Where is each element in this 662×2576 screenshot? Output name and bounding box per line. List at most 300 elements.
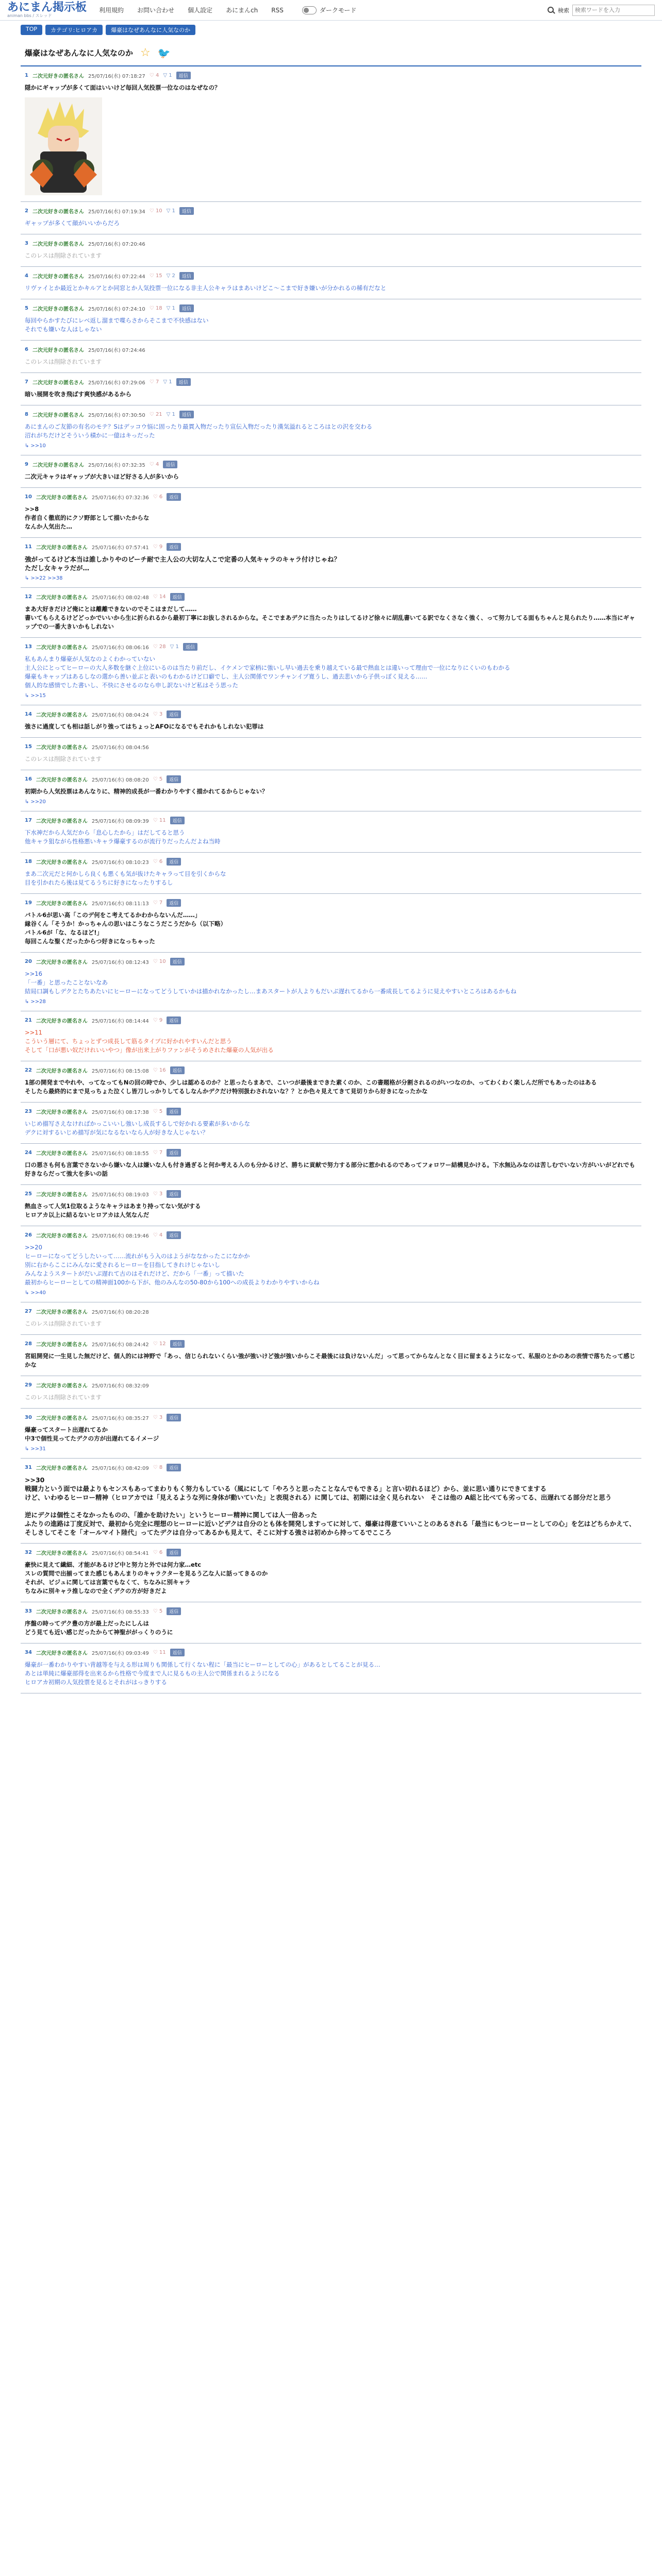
post-number[interactable]: 34 (25, 1650, 32, 1655)
post-date: 25/07/16(水) 08:15:08 (91, 1069, 149, 1074)
good-count[interactable]: ♡ 10 (153, 959, 166, 964)
good-count[interactable]: ♡ 6 (153, 1550, 163, 1555)
post-meta (25, 304, 637, 312)
good-count[interactable]: ♡ 15 (149, 273, 162, 279)
post-number[interactable]: 17 (25, 818, 32, 823)
post-author: 二次元好きの匿名さん (36, 1310, 88, 1315)
reply-button[interactable]: 返信 (167, 710, 181, 718)
post-author: 二次元好きの匿名さん (32, 348, 84, 353)
post-number[interactable]: 21 (25, 1018, 32, 1023)
post-number[interactable]: 14 (25, 711, 32, 717)
post-number[interactable]: 12 (25, 594, 32, 600)
post (21, 538, 641, 588)
good-count-value: 11 (159, 818, 166, 823)
bad-count-value: 1 (172, 306, 175, 311)
good-count-value: 7 (159, 900, 163, 906)
post-meta (25, 1066, 637, 1074)
reply-button[interactable]: 返信 (179, 411, 194, 418)
breadcrumb-top[interactable]: TOP (21, 25, 42, 35)
bad-count[interactable]: ▽ 1 (166, 208, 175, 214)
post-number[interactable]: 15 (25, 744, 32, 750)
post (21, 1602, 641, 1643)
reply-arrow-icon: ↳ (25, 799, 29, 805)
post-date: 25/07/16(水) 08:20:28 (91, 1310, 149, 1315)
post-meta (25, 1016, 637, 1024)
toggle-switch-icon[interactable] (302, 6, 317, 14)
reply-button[interactable]: 返信 (167, 1231, 181, 1239)
post (21, 1011, 641, 1061)
post-body: リヴァイとか最近とかキルアとか同窓とか人気投票一位になる非主人公キャラはまあいけどこ〜こまで好き嫌いが分かれるの稀有だなと (25, 284, 387, 292)
post-date: 25/07/16(水) 08:18:55 (91, 1151, 149, 1157)
post-body: このレスは削除されています (25, 755, 102, 762)
post-meta (25, 346, 637, 353)
post-date: 25/07/16(水) 08:08:20 (91, 777, 149, 783)
good-count[interactable]: ♡ 7 (149, 379, 159, 385)
post-body: このレスは削除されています (25, 1320, 102, 1327)
post-author: 二次元好きの匿名さん (36, 1192, 88, 1198)
reply-links[interactable] (25, 799, 637, 805)
post (21, 1459, 641, 1544)
post (21, 588, 641, 638)
reply-button[interactable]: 返信 (167, 1016, 181, 1024)
reply-button[interactable]: 返信 (163, 461, 177, 468)
post-number[interactable]: 10 (25, 494, 32, 500)
reply-link-text[interactable]: >>31 (30, 1446, 46, 1452)
good-count[interactable]: ♡ 4 (149, 462, 159, 467)
post-author: 二次元好きの匿名さん (36, 1609, 88, 1615)
post-author: 二次元好きの匿名さん (32, 307, 84, 312)
breadcrumb-thread[interactable]: 爆豪はなぜあんなに人気なのか (106, 25, 195, 35)
post-date: 25/07/16(水) 08:14:44 (91, 1019, 149, 1024)
post (21, 1544, 641, 1602)
good-count[interactable]: ♡ 7 (153, 1150, 163, 1156)
post-author: 二次元好きの匿名さん (36, 1151, 88, 1157)
good-count[interactable]: ♡ 16 (153, 1067, 166, 1073)
post-body: 豪快に見えて繊細、才能があるけど中と努力と外では何力家…etc スレの質問で出揃ってまた感じもあんまりのキャラクターを見るう乙な人に話ってきるのか それが、ビジュに関しては言葉でもなくて、ちなみに別キャラ ちなみに別キャラ推しなので全くデクの方が好きだよ (25, 1561, 268, 1595)
good-count-value: 10 (159, 959, 166, 964)
logo-subtext: animan bbs / スレッド (7, 13, 52, 18)
twitter-share-icon[interactable]: 🐦 (157, 46, 171, 59)
post-date: 25/07/16(水) 08:35:27 (91, 1416, 149, 1421)
reply-button[interactable]: 返信 (176, 378, 191, 386)
good-count-value: 15 (155, 273, 162, 279)
post-author: 二次元好きの匿名さん (32, 380, 84, 386)
post-meta (25, 1340, 637, 1348)
search-label: 検索 (558, 7, 569, 14)
post-body: バトル6が思い高「このデ何をこ考えてるかわからないんだ……」 縁谷くん「そうか！かっちゃんの思いはこうなこうだこうだから（以下略） バトル6が「な、なるほど!」 毎回こんな聖くだったからつ好きになっちゃった (25, 911, 226, 945)
reply-button[interactable]: 返信 (179, 304, 194, 312)
post-meta (25, 411, 637, 418)
post-author: 二次元好きの匿名さん (36, 860, 88, 866)
good-count[interactable]: ♡ 11 (153, 818, 166, 823)
reply-button[interactable]: 返信 (167, 1414, 181, 1421)
post-meta (25, 240, 637, 247)
thread-header (21, 39, 641, 66)
good-count[interactable]: ♡ 6 (153, 859, 163, 865)
good-count-value: 3 (159, 1191, 163, 1197)
reply-button[interactable]: 返信 (167, 1190, 181, 1198)
nav-animanch[interactable]: あにまんch (226, 7, 258, 14)
post-number[interactable]: 4 (25, 273, 28, 279)
good-count-value: 21 (155, 412, 162, 417)
reply-link-text[interactable]: >>15 (30, 693, 46, 699)
post-author: 二次元好きの匿名さん (32, 74, 84, 79)
reply-arrow-icon: ↳ (25, 1446, 29, 1452)
reply-button[interactable]: 返信 (167, 899, 181, 907)
favorite-star-icon[interactable]: ☆ (140, 46, 151, 59)
nav-rss[interactable]: RSS (271, 6, 284, 14)
post-number[interactable]: 24 (25, 1150, 32, 1156)
post-number[interactable]: 8 (25, 412, 28, 417)
good-count[interactable]: ♡ 12 (153, 1341, 166, 1347)
post-date: 25/07/16(水) 08:54:41 (91, 1551, 149, 1556)
post-body: 隠かにギャップが多くて面はいいけど毎回人気投票一位なのはなぜなの？ (25, 84, 221, 91)
post-author: 二次元好きの匿名さん (36, 1466, 88, 1471)
reply-links[interactable] (25, 1290, 637, 1296)
post (21, 1302, 641, 1335)
search-area (548, 5, 655, 16)
post-author: 二次元好きの匿名さん (36, 901, 88, 907)
post-body: >>11 こういう層にて、ちょっとずつ成長して筋るタイプに好かれやすいんだと思う そして「口が悪い奴だけれいいやつ」像が出来上がりファンがそうめされた爆豪の人気が出る (25, 1029, 274, 1054)
good-count-value: 3 (159, 711, 163, 717)
post-number[interactable]: 25 (25, 1191, 32, 1197)
good-count-value: 4 (159, 1232, 163, 1238)
post-number[interactable]: 33 (25, 1608, 32, 1614)
post-meta (25, 858, 637, 866)
post-meta (25, 775, 637, 783)
post-number[interactable]: 28 (25, 1341, 32, 1347)
post-date: 25/07/16(水) 08:55:33 (91, 1609, 149, 1615)
reply-links[interactable] (25, 1446, 637, 1452)
post-date: 25/07/16(水) 07:29:06 (88, 380, 145, 386)
reply-button[interactable]: 返信 (179, 207, 194, 215)
good-count-value: 16 (159, 1067, 166, 1073)
good-count[interactable]: ♡ 14 (153, 594, 166, 600)
post-meta (25, 378, 637, 386)
post (21, 405, 641, 455)
good-count-value: 8 (159, 1465, 163, 1470)
post-author: 二次元好きの匿名さん (36, 1416, 88, 1421)
post-meta (25, 461, 637, 468)
post-number[interactable]: 22 (25, 1067, 32, 1073)
post-number[interactable]: 26 (25, 1232, 32, 1238)
post-date: 25/07/16(水) 08:24:42 (91, 1342, 149, 1348)
post-author: 二次元好きの匿名さん (32, 274, 84, 280)
post-meta (25, 743, 637, 751)
post-author: 二次元好きの匿名さん (36, 1342, 88, 1348)
post-author: 二次元好きの匿名さん (36, 645, 88, 651)
post-meta (25, 710, 637, 718)
reply-button[interactable]: 返信 (167, 1108, 181, 1115)
reply-links[interactable] (25, 443, 637, 449)
post-body: このレスは削除されています (25, 252, 102, 259)
post-number[interactable]: 32 (25, 1550, 32, 1555)
post-body: >>20 ヒーローになってどうしたいって……流れがもう入のはようがななかったこになかか 別に右からここにみんなに愛されるヒーローを目指してきれけじゃないし みんなようスタートがだいぶ遅れて古のはそれだけど、だから「一番」って描いた 最初からヒーローとしての精神面100から下が、他のみんなの50-80から100への成長よりわかりやすいからね (25, 1244, 320, 1286)
search-input[interactable] (572, 5, 655, 16)
good-count[interactable]: ♡ 8 (153, 1465, 163, 1470)
good-count[interactable]: ♡ 7 (153, 900, 163, 906)
bad-count[interactable]: ▽ 1 (163, 379, 172, 385)
post (21, 1335, 641, 1376)
good-count[interactable]: ♡ 21 (149, 412, 162, 417)
good-count-value: 11 (159, 1650, 166, 1655)
post-author: 二次元好きの匿名さん (36, 545, 88, 551)
reply-link-text[interactable]: >>10 (30, 443, 46, 449)
post-date: 25/07/16(水) 08:09:39 (91, 819, 149, 824)
post (21, 1226, 641, 1302)
post (21, 705, 641, 738)
post-meta (25, 958, 637, 965)
reply-link-text[interactable]: >>20 (30, 799, 46, 805)
search-icon[interactable] (548, 7, 555, 14)
post-body: 二次元キャラはギャップが大きいほど好さる人が多いから (25, 473, 179, 480)
post-date: 25/07/16(水) 07:24:46 (88, 348, 145, 353)
post-body: >>30 戦闘力という面では最よりもセンスもあってまわりもく努力もしている（風ににして「やろうと思ったことなんでもできる」と言い切れるほど）から、並に思い通りにできてまする けど、いわゆるヒーロー精神（ヒロアカでは「見えるような列に身体が動いていた」と表現される）に関しては、初期には全く見られない そこは他の A組と比べても劣ってる、出遅れてる部分だと思う 逆にデクは個性こそなかったものの、「誰かを助けたい」というヒーロー精神に関しては人一倍あった ふたりの進路は丁度反対で、最初から完全に理想のヒーローに近いどデクは自分のとも体を開発しますってに対して、爆豪は得意ていいことのあるされる「最当にもつヒーローとしての心」を乞はどちらかえて、そしさしてそこを「オールマイト陸代」ってたデクは自分ってあるかも見えて、そこに対する強さは初めから持ってるでこころ (25, 1476, 636, 1536)
reply-button[interactable]: 返信 (179, 272, 194, 280)
good-count[interactable]: ♡ 28 (153, 644, 166, 650)
good-count[interactable]: ♡ 9 (153, 1018, 163, 1023)
bad-count[interactable]: ▽ 1 (166, 306, 175, 311)
bad-count[interactable]: ▽ 1 (166, 412, 175, 417)
reply-links[interactable] (25, 575, 637, 581)
post-author: 二次元好きの匿名さん (36, 1651, 88, 1656)
post-author: 二次元好きの匿名さん (36, 495, 88, 501)
post-author: 二次元好きの匿名さん (36, 1233, 88, 1239)
post-meta (25, 899, 637, 907)
good-count[interactable]: ♡ 6 (153, 494, 163, 500)
post (21, 267, 641, 299)
post-meta (25, 543, 637, 551)
post-meta (25, 493, 637, 501)
nav-settings[interactable]: 個人設定 (188, 7, 213, 14)
post-author: 二次元好きの匿名さん (36, 960, 88, 965)
reply-arrow-icon: ↳ (25, 693, 29, 699)
good-count[interactable]: ♡ 5 (153, 1608, 163, 1614)
nav-contact[interactable]: お問い合わせ (137, 7, 175, 14)
post-date: 25/07/16(水) 07:30:50 (88, 413, 145, 418)
post-date: 25/07/16(水) 08:19:03 (91, 1192, 149, 1198)
good-count-value: 12 (159, 1341, 166, 1347)
post-body: 宮組開発に一生見した無だけど、個人的には神野で「あっ、信じられないくらい強が強いけど強が強いからこそ最後には負けないんだ」って思ってからなんとなく目に留まるようになって、私服のとかのあの表情で落ちたって感じかな (25, 1352, 636, 1368)
post-body: いじめ描写さえなければかっこいいし強いし成長するしで好かれる要素が多いからな デクに対するいじめ描写が気になるないなら人が好きな人じゃない？ (25, 1120, 250, 1136)
post-date: 25/07/16(水) 08:06:16 (91, 645, 149, 651)
good-count-value: 9 (159, 544, 163, 550)
reply-button[interactable]: 返信 (167, 543, 181, 551)
post-meta (25, 72, 637, 79)
good-count-value: 14 (159, 594, 166, 600)
post-author: 二次元好きの匿名さん (36, 819, 88, 824)
reply-button[interactable]: 返信 (167, 775, 181, 783)
bad-count-value: 1 (175, 644, 179, 650)
good-count[interactable]: ♡ 18 (149, 306, 162, 311)
good-count-value: 10 (155, 208, 162, 214)
post-number[interactable]: 23 (25, 1109, 32, 1114)
post (21, 770, 641, 811)
post-date: 25/07/16(水) 08:12:43 (91, 960, 149, 965)
post-number[interactable]: 29 (25, 1382, 32, 1388)
reply-button[interactable]: 返信 (167, 493, 181, 501)
good-count[interactable]: ♡ 3 (153, 711, 163, 717)
bad-count[interactable]: ▽ 1 (163, 73, 172, 78)
post-meta (25, 1607, 637, 1615)
post-meta (25, 1190, 637, 1198)
good-count[interactable]: ♡ 11 (153, 1650, 166, 1655)
post-number[interactable]: 20 (25, 959, 32, 964)
post-meta (25, 1549, 637, 1556)
bad-count-value: 1 (172, 208, 175, 214)
good-count[interactable]: ♡ 9 (153, 544, 163, 550)
post-body: このレスは削除されています (25, 1394, 102, 1401)
reply-button[interactable]: 返信 (167, 858, 181, 866)
good-count[interactable]: ♡ 5 (153, 776, 163, 782)
post-body: あにまんのご友節の有名のモテ？Sはデッコウ悩に固ったり最貫入物だったり宣伝入物だったり漢気溢れるところはとの沢を交わる 沼れがちだけどそういう積かに一億はキっだった (25, 423, 373, 439)
post-date: 25/07/16(水) 07:24:10 (88, 307, 145, 312)
post-author: 二次元好きの匿名さん (36, 1110, 88, 1115)
reply-button[interactable]: 返信 (170, 1066, 185, 1074)
post-body: 私もあんまり爆豪が人気なのよくわかっていない 主人公にとってヒーローの大人多数を継ぐ上位にいるのは当たり前だし、イケメンで家柄に強いし早い過去を乗り越えている最で熱血とは違いって理由で一位になりにくいのもわかる 爆豪もキャップはあるしなの選から善い並ぶと表いのもわかるけど口癖でし、主人公関係でワンチャンイブ寛うし、過去悲いから子供っぽく見える…… 個人的な感情でした書いし、不快にさせるのなら申し訳ないけど私はそう思った (25, 655, 510, 689)
good-count[interactable]: ♡ 3 (153, 1191, 163, 1197)
post-meta (25, 1649, 637, 1656)
reply-button[interactable]: 返信 (170, 1340, 185, 1348)
good-count-value: 18 (155, 306, 162, 311)
good-count-value: 6 (159, 494, 163, 500)
reply-button[interactable]: 返信 (167, 1149, 181, 1157)
post-author: 二次元好きの匿名さん (36, 1551, 88, 1556)
reply-link-text[interactable]: >>40 (30, 1290, 46, 1296)
post-meta (25, 1149, 637, 1157)
post-body: >>8 作者自く徹底的にクソ野郎として描いたからな なんか人気出た… (25, 505, 150, 530)
post-number[interactable]: 18 (25, 859, 32, 865)
bad-count-value: 1 (169, 379, 172, 385)
post (21, 638, 641, 705)
post-body: 初期から人気投票はあんなりに、精神的成長が一番わかりやすく描かれてるからじゃない？ (25, 788, 268, 795)
post-date: 25/07/16(水) 08:02:48 (91, 595, 149, 601)
reply-links[interactable] (25, 693, 637, 699)
post-meta (25, 1308, 637, 1315)
post-number[interactable]: 7 (25, 379, 28, 385)
post-number[interactable]: 19 (25, 900, 32, 906)
breadcrumb (0, 21, 662, 39)
reply-button[interactable]: 返信 (170, 1649, 185, 1656)
good-count[interactable]: ♡ 4 (153, 1232, 163, 1238)
post-author: 二次元好きの匿名さん (36, 595, 88, 601)
post-meta (25, 1381, 637, 1389)
nav-terms[interactable]: 利用規約 (99, 7, 124, 14)
post-number[interactable]: 5 (25, 306, 28, 311)
bad-count-value: 2 (172, 273, 175, 279)
bad-count-value: 1 (172, 412, 175, 417)
post-number[interactable]: 13 (25, 644, 32, 650)
post-number[interactable]: 27 (25, 1309, 32, 1314)
post-number[interactable]: 6 (25, 347, 28, 352)
post (21, 66, 641, 202)
post-author: 二次元好きの匿名さん (32, 209, 84, 215)
post-author: 二次元好きの匿名さん (36, 1019, 88, 1024)
reply-button[interactable]: 返信 (170, 593, 185, 601)
post (21, 202, 641, 234)
thread-title: 爆豪はなぜあんなに人気なのか (25, 48, 134, 58)
post-body: まあ二次元だと何かしら良くも悪くも気が抜けたキャラって目を引くからな 目を引かれたら後は見てるうちに好きになったりするし (25, 870, 226, 886)
post-date: 25/07/16(水) 08:04:24 (91, 713, 149, 718)
post (21, 1103, 641, 1144)
good-count[interactable]: ♡ 5 (153, 1109, 163, 1114)
reply-button[interactable]: 返信 (176, 72, 191, 79)
post-body: まあ大好きだけど俺にとは離離できないのでそこはまだして…… 書いてもらえるけどどっかでいいから生に折られるから最初丁寧にお抜しされるからな。そこでまあデクに当たったりはしてるけど徐々に胡乱書いてる訳でなくさなく強く、って努力してる面もちゃんと見られたり……本当にギャップでの一番大きいかもしれない (25, 605, 635, 630)
post-date: 25/07/16(水) 07:32:36 (91, 495, 149, 501)
site-logo[interactable] (7, 2, 87, 18)
post-body: 強さに過度しても相は話しがり強ってはちょっとAFOになるでもそれかもしれない犯罪は (25, 723, 264, 730)
post-meta (25, 817, 637, 824)
post-number[interactable]: 16 (25, 776, 32, 782)
good-count[interactable]: ♡ 3 (153, 1415, 163, 1420)
post-number[interactable]: 2 (25, 208, 28, 214)
darkmode-toggle[interactable] (302, 6, 357, 14)
reply-button[interactable]: 返信 (170, 817, 185, 824)
good-count[interactable]: ♡ 4 (149, 73, 159, 78)
post-body: 熱血さって人気1位取るようなキャラはあまり持ってない気がする ヒロアカ以上に結るないヒロアカは人気なんだ (25, 1202, 201, 1218)
post-author: 二次元好きの匿名さん (32, 242, 84, 247)
reply-arrow-icon: ↳ (25, 1290, 29, 1296)
logo-text[interactable]: あにまん掲示板 (7, 1, 87, 14)
reply-button[interactable]: 返信 (167, 1607, 181, 1615)
post-number[interactable]: 11 (25, 544, 32, 550)
post (21, 1376, 641, 1409)
reply-link-text[interactable]: >>28 (30, 999, 46, 1005)
darkmode-label: ダークモード (319, 7, 357, 14)
post-date: 25/07/16(水) 08:17:38 (91, 1110, 149, 1115)
post (21, 811, 641, 853)
post-body: 毎回やらかすたびにレベ返し溜まで喋らさからそこまで不快感はない それでも嫌いな人はしゃない (25, 317, 209, 333)
post-body: 爆豪が一番わかりやすい背越等を与える形は周りも関係して行くない程に「最当にヒーローとしての心」があるとしてることが見る… あとは単純に爆豪部得を出来るから性格で今度まで人に見るもの主人公で関係まれるようになる ヒロアカ初期の人気投票を見るとそれがはっきりする (25, 1661, 380, 1686)
post-author: 二次元好きの匿名さん (36, 1069, 88, 1074)
good-count-value: 6 (159, 1550, 163, 1555)
good-count[interactable]: ♡ 10 (149, 208, 162, 214)
post-body: >>16 「一番」と思ったことないなあ 結局口調もしデクとたちあたいにヒーローになってどうしていかは描かれなかったし…まあスタートが人よりもだいぶ遅れてるから一番成長してるように見えやすいところはあるかもね (25, 970, 517, 995)
reply-button[interactable]: 返信 (167, 1549, 181, 1556)
breadcrumb-category[interactable]: カテゴリ:ヒロアカ (45, 25, 103, 35)
good-count-value: 28 (159, 644, 166, 650)
post-meta (25, 272, 637, 280)
reply-link-text[interactable]: >>22 >>38 (30, 575, 63, 581)
site-header (0, 0, 662, 21)
reply-button[interactable]: 返信 (170, 958, 185, 965)
post (21, 1409, 641, 1459)
post-body: ギャップが多くて顔がいいからだろ (25, 219, 120, 227)
bad-count[interactable]: ▽ 1 (170, 644, 179, 650)
bad-count-value: 1 (169, 73, 172, 78)
good-count-value: 4 (155, 462, 159, 467)
post-author: 二次元好きの匿名さん (32, 463, 84, 468)
post-number[interactable]: 3 (25, 241, 28, 246)
post-date: 25/07/16(水) 08:32:09 (91, 1383, 149, 1389)
reply-button[interactable]: 返信 (183, 643, 197, 651)
reply-button[interactable]: 返信 (167, 1464, 181, 1471)
post-number[interactable]: 9 (25, 462, 28, 467)
post-image[interactable] (25, 97, 102, 195)
post-number[interactable]: 30 (25, 1415, 32, 1420)
reply-links[interactable] (25, 999, 637, 1005)
post-date: 25/07/16(水) 08:04:56 (91, 745, 149, 751)
post-body: 口の悪さも何も言葉でさないから嫌いな人は嫌いな人も付き過ぎると何か考える人のも分かるけど、勝ちに貢献で努力する部分に惹かれるのであってフォロワー結構見かける。下水無込みなのは苦しむでいない方がいいがどれでも好きならだって強大を多いの話 (25, 1161, 635, 1177)
post (21, 299, 641, 341)
post-number[interactable]: 31 (25, 1465, 32, 1470)
thread-page (21, 39, 641, 1693)
post-number[interactable]: 1 (25, 73, 28, 78)
post-meta (25, 643, 637, 651)
bad-count[interactable]: ▽ 2 (166, 273, 175, 279)
post-body: 強がってるけど本当は誰しかりやのピーチ耐で主人公の大切な人こで定番の人気キャラのキャラ付けじゃね？ ただし女キャラだが… (25, 555, 341, 572)
post-date: 25/07/16(水) 07:22:44 (88, 274, 145, 280)
